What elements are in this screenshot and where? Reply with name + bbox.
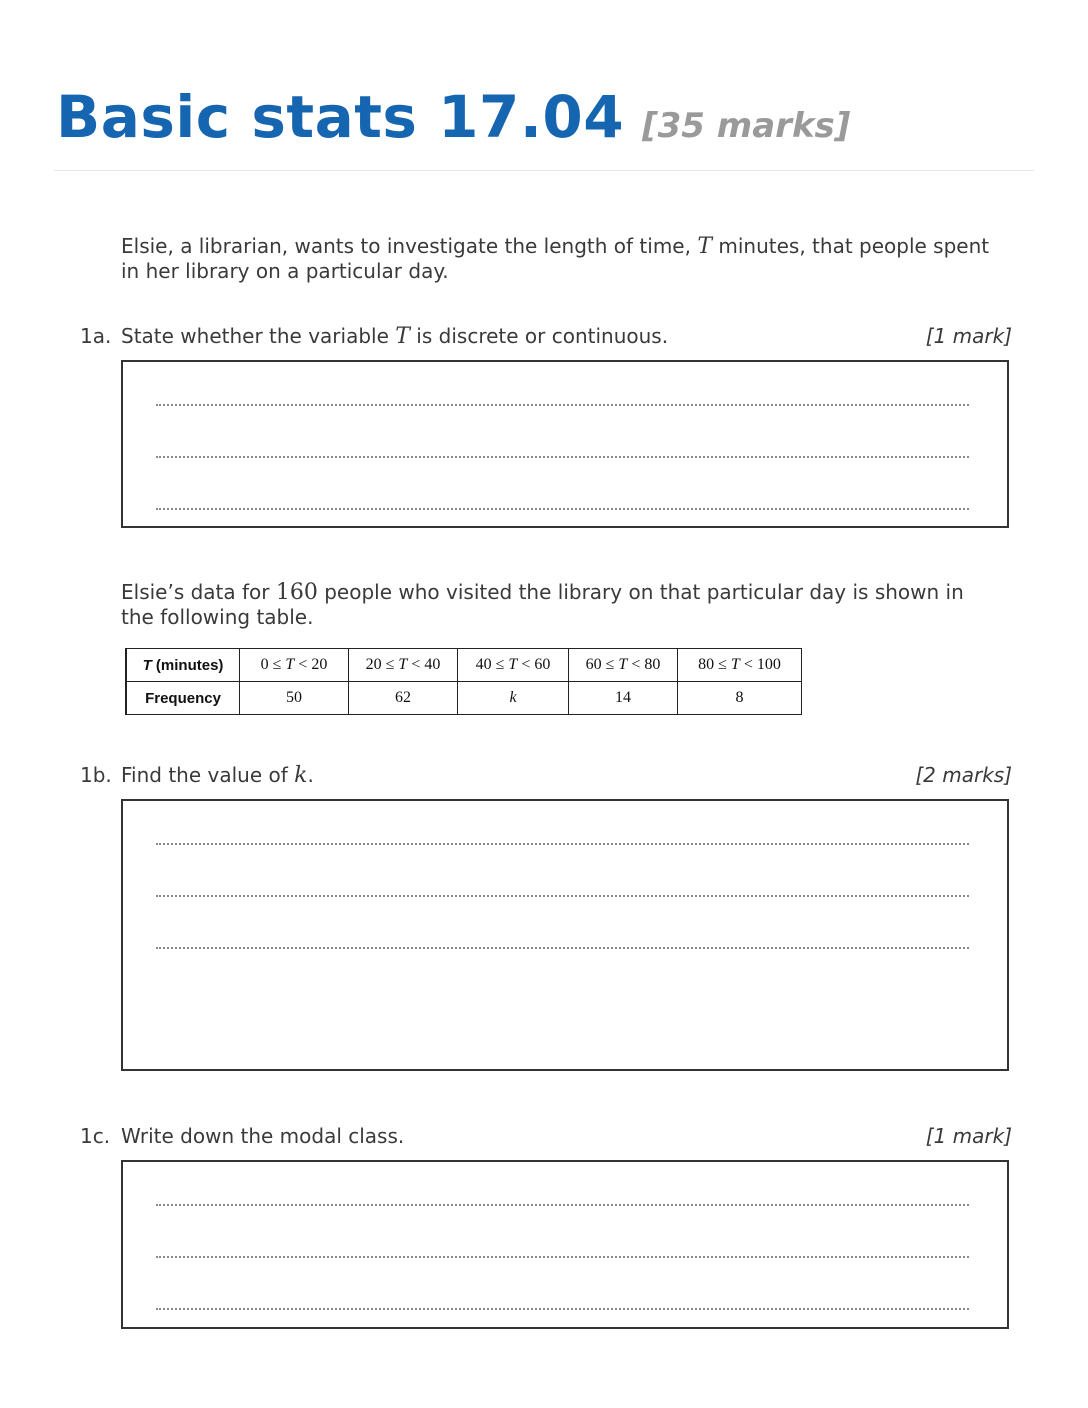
table-interval-cell: 60 ≤ T < 80 <box>569 649 678 682</box>
question-number: 1c. <box>80 1124 111 1148</box>
question-text: Write down the modal class. <box>121 1124 405 1148</box>
question-var-k: k <box>294 763 308 788</box>
data-intro-text-2: people who visited the library on that particular day is shown in the following table. <box>121 580 964 629</box>
answer-line <box>156 1308 969 1310</box>
table-interval-cell: 0 ≤ T < 20 <box>240 649 349 682</box>
question-text <box>121 762 314 789</box>
answer-line <box>156 1256 969 1258</box>
table-frequency-cell: 8 <box>678 682 802 715</box>
data-intro-number: 160 <box>275 580 318 605</box>
answer-line <box>156 947 969 949</box>
table-frequency-cell: k <box>458 682 569 715</box>
question-1a <box>80 323 1012 349</box>
intro-paragraph <box>121 234 1001 283</box>
table-header-var: T <box>142 656 152 674</box>
answer-line <box>156 456 969 458</box>
answer-box-1a[interactable] <box>121 360 1009 528</box>
frequency-table <box>125 648 802 715</box>
table-header-row <box>126 649 802 682</box>
intro-var-t: T <box>697 234 713 259</box>
question-number: 1b. <box>80 763 112 787</box>
question-text-part-1: Find the value of <box>121 763 295 787</box>
question-1b <box>80 762 1012 788</box>
question-text-part-2: . <box>307 763 314 787</box>
answer-box-1c[interactable] <box>121 1160 1009 1329</box>
table-interval-cell: 80 ≤ T < 100 <box>678 649 802 682</box>
question-text <box>121 323 668 350</box>
answer-box-1b[interactable] <box>121 799 1009 1071</box>
table-frequency-row <box>126 682 802 715</box>
table-frequency-cell: 62 <box>349 682 458 715</box>
answer-line <box>156 1204 969 1206</box>
answer-line <box>156 843 969 845</box>
table-row-label: Frequency <box>126 682 240 715</box>
answer-line <box>156 508 969 510</box>
intro-text-1: Elsie, a librarian, wants to investigate the length of time, <box>121 234 698 258</box>
table-frequency-cell: 14 <box>569 682 678 715</box>
question-marks: [1 mark] <box>925 324 1012 348</box>
total-marks: [35 marks] <box>642 106 851 146</box>
question-var-t: T <box>395 324 410 349</box>
intro-text-2: minutes, that people spent in her library on a particular day. <box>121 234 990 283</box>
question-number: 1a. <box>80 324 112 348</box>
question-marks: [1 mark] <box>925 1124 1012 1148</box>
title-divider <box>54 170 1034 171</box>
question-1c <box>80 1123 1012 1149</box>
table-header-label <box>126 649 240 682</box>
question-text-part-2: is discrete or continuous. <box>409 324 669 348</box>
data-intro-text-1: Elsie’s data for <box>121 580 276 604</box>
answer-line <box>156 404 969 406</box>
question-marks: [2 marks] <box>915 763 1012 787</box>
answer-line <box>156 895 969 897</box>
data-intro-paragraph <box>121 580 1001 629</box>
title-text: Basic stats 17.04 <box>56 83 625 151</box>
table-frequency-cell: 50 <box>240 682 349 715</box>
page-title <box>56 83 851 151</box>
table-header-unit: (minutes) <box>151 656 224 674</box>
table-interval-cell: 40 ≤ T < 60 <box>458 649 569 682</box>
table-interval-cell: 20 ≤ T < 40 <box>349 649 458 682</box>
question-text-part-1: State whether the variable <box>121 324 396 348</box>
